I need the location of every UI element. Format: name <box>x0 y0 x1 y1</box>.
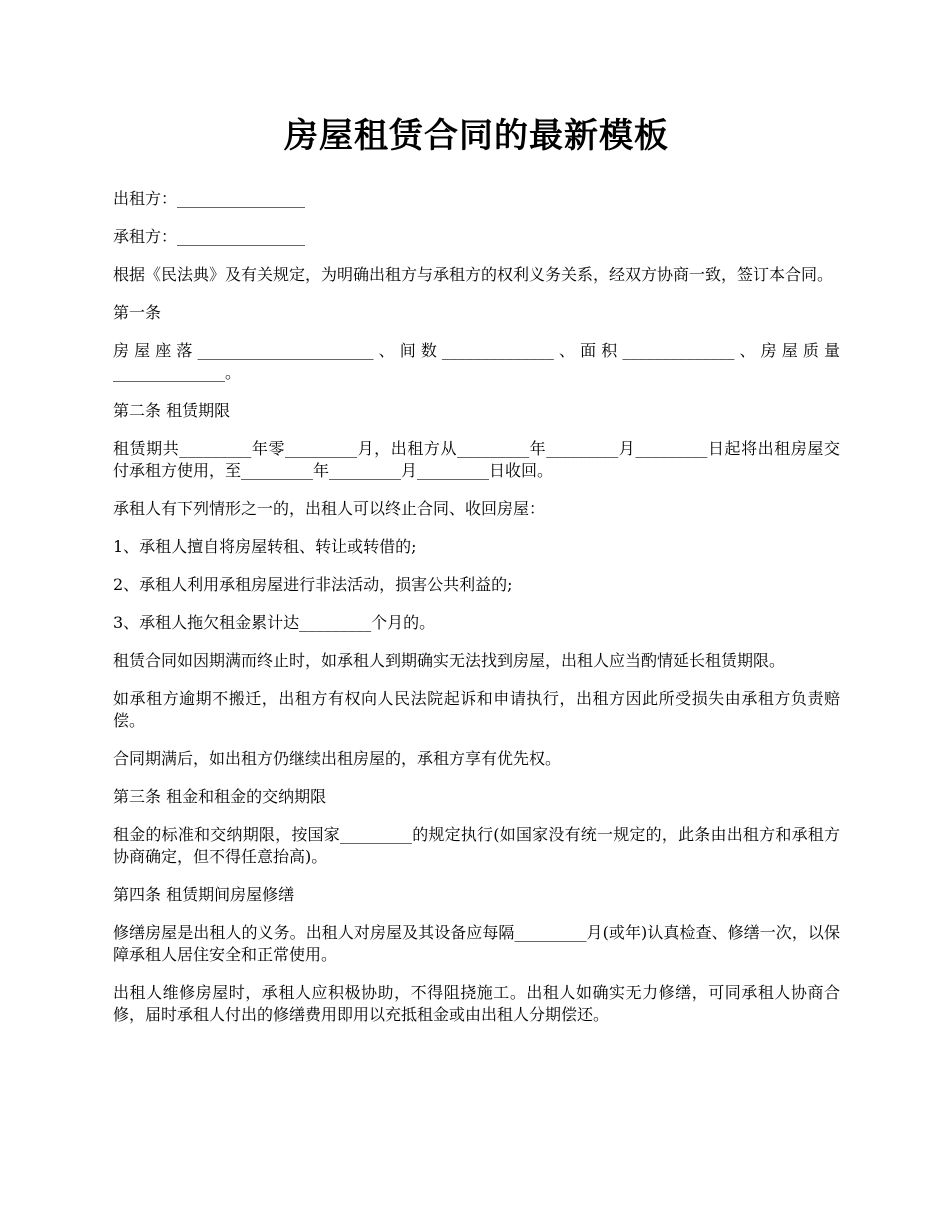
priority-clause: 合同期满后，如出租方仍继续出租房屋的，承租方享有优先权。 <box>113 749 562 768</box>
lessor-line: 出租方：________________ <box>113 189 306 208</box>
document-title: 房屋租赁合同的最新模板 <box>284 116 669 156</box>
expiry-extension: 租赁合同如因期满而终止时，如承租人到期确实无法找到房屋，出租人应当酌情延长租赁期限。 <box>113 651 786 670</box>
termination-item-3: 3、承租人拖欠租金累计达_________个月的。 <box>113 613 436 632</box>
article-4-body-1: 修缮房屋是出租人的义务。出租人对房屋及其设备应每隔_________月(或年)认真检查、修缮一次，以保障承租人居住安全和正常使用。 <box>113 923 840 964</box>
article-2-heading: 第二条 租赁期限 <box>113 401 231 420</box>
preamble: 根据《民法典》及有关规定，为明确出租方与承租方的权利义务关系，经双方协商一致，签订本合同。 <box>113 265 834 284</box>
article-4-body-2: 出租人维修房屋时，承租人应积极协助，不得阻挠施工。出租人如确实无力修缮，可同承租人协商合修，届时承租人付出的修缮费用即用以充抵租金或由出租人分期偿还。 <box>113 983 840 1024</box>
termination-intro: 承租人有下列情形之一的，出租人可以终止合同、收回房屋： <box>113 499 546 518</box>
lessee-line: 承租方：________________ <box>113 227 306 246</box>
termination-item-2: 2、承租人利用承租房屋进行非法活动，损害公共利益的; <box>113 575 513 594</box>
termination-item-1: 1、承租人擅自将房屋转租、转让或转借的; <box>113 537 417 556</box>
article-3-body: 租金的标准和交纳期限，按国家_________的规定执行(如国家没有统一规定的，此条由出租方和承租方协商确定，但不得任意抬高)。 <box>113 825 840 866</box>
document-page <box>113 110 840 1042</box>
article-2-body: 租赁期共_________年零_________月，出租方从_________年_________月_________日起将出租房屋交付承租方使用，至_________年_________月_________日收回。 <box>113 439 840 480</box>
article-1-heading: 第一条 <box>113 303 162 322</box>
overstay-clause: 如承租方逾期不搬迁，出租方有权向人民法院起诉和申请执行，出租方因此所受损失由承租方负责赔偿。 <box>113 689 840 730</box>
article-4-heading: 第四条 租赁期间房屋修缮 <box>113 885 295 904</box>
article-1-body: 房屋座落______________________、间数______________、面积______________、房屋质量______________。 <box>113 341 840 382</box>
article-3-heading: 第三条 租金和租金的交纳期限 <box>113 787 327 806</box>
